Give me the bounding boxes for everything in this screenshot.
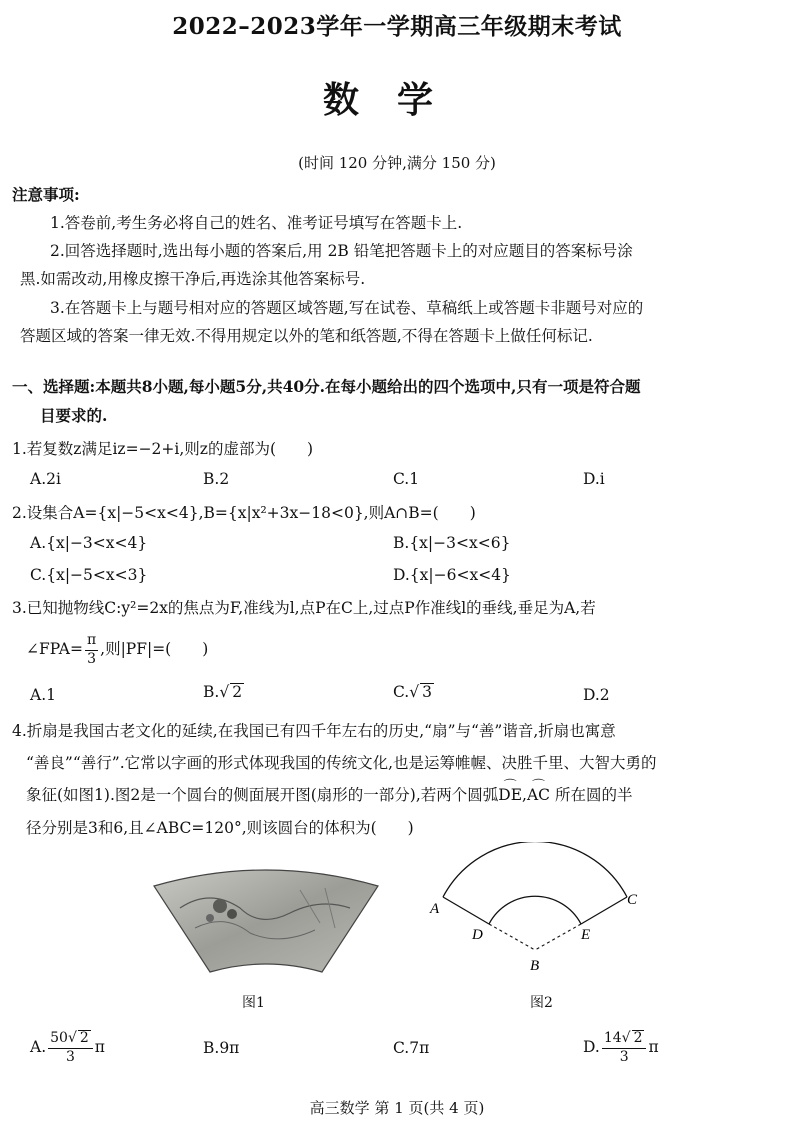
q4-option-a [30,1030,105,1066]
q4-option-a-num: 50 [50,1030,68,1046]
subject-title: 数学 [322,79,471,121]
label-b: B [530,958,540,974]
q3-option-b-prefix: B. [203,683,220,701]
label-c: C [627,892,638,908]
sector-diagram [420,842,650,982]
notice-item-1: 1.答卷前,考生务必将自己的姓名、准考证号填写在答题卡上. [50,214,463,232]
q4-option-a-prefix: A. [30,1038,47,1056]
q4-option-d-den: 3 [619,1048,629,1065]
q4-option-d-prefix: D. [583,1038,600,1056]
label-d: D [472,927,483,943]
figure-2-caption: 图2 [530,995,553,1011]
time-note: (时间 120 分钟,满分 150 分) [298,154,496,172]
label-e: E [581,927,591,943]
label-a: A [430,901,440,917]
figure-1-caption: 图1 [242,995,265,1011]
q4-option-d-num: 14 [603,1030,622,1046]
q4-line-4: 径分别是3和6,且∠ABC=120°,则该圆台的体积为( ) [26,819,414,837]
q4-line-3 [26,783,632,805]
segment-ad [443,897,489,924]
page-footer: 高三数学 第 1 页(共 4 页) [309,1099,485,1117]
segment-db [489,924,535,950]
q1-option-c: C.1 [393,470,420,488]
q1-stem: 1.若复数z满足iz=−2+i,则z的虚部为( ) [12,440,314,458]
q3-option-b: B.√ 2 [203,683,243,701]
q3-stem: 3.已知抛物线C:y²=2x的焦点为F,准线为l,点P在C上,过点P作准线l的垂线,垂足为A,若 [12,599,596,617]
notice-item-3-line-1: 3.在答题卡上与题号相对应的答题区域答题,写在试卷、草稿纸上或答题卡非题号对应的 [50,299,644,317]
q4-option-d-fraction: $\frac{14√ 2}{3}$ [602,1030,647,1066]
q3-angle-prefix: ∠FPA= [26,640,83,658]
q3-option-c-radicand: 3 [422,683,432,701]
q3-frac-den: 3 [87,650,96,667]
q4-line-3-c: 所在圆的半 [550,786,633,804]
q4-option-d-suffix: π [648,1038,659,1056]
q4-option-a-suffix: π [94,1038,105,1056]
arc-de [489,896,581,924]
q3-fraction [85,632,98,668]
q4-option-c: C.7π [393,1039,430,1057]
q2-option-d: D.{x|−6<x<4} [393,566,511,584]
q1-option-b: B.2 [203,470,230,488]
section-1-heading-cont: 目要求的. [40,406,108,425]
segment-ce [581,897,627,924]
q3-option-a: A.1 [30,686,56,704]
q3-angle-suffix: ,则|PF|=( ) [100,640,209,658]
q4-line-3-b: , [522,786,527,804]
q1-option-d: D.i [583,470,605,488]
segment-eb [535,924,581,950]
q4-option-a-radicand: 2 [79,1030,89,1046]
q3-option-c: C.√ 3 [393,683,432,701]
section-1-heading: 一、选择题:本题共8小题,每小题5分,共40分.在每小题给出的四个选项中,只有一项是符合题 [12,377,641,396]
q3-option-c-prefix: C. [393,683,410,701]
q2-option-c: C.{x|−5<x<3} [30,566,148,584]
q4-arc-de: ⌒ DE [498,786,522,804]
q4-option-d [583,1030,659,1066]
q4-option-a-fraction: $\frac{50√ 2}{3}$ [48,1030,93,1066]
q4-option-b: B.9π [203,1039,240,1057]
q4-line-2: “善良”“善行”.它常以字画的形式体现我国的传统文化,也是运筹帷幄、决胜千里、大智大勇的 [26,754,657,772]
q3-frac-num: π [85,632,98,651]
q1-option-a: A.2i [30,470,61,488]
q2-stem: 2.设集合A={x|−5<x<4},B={x|x²+3x−18<0},则A∩B=( ) [12,504,476,522]
notice-item-2-line-2: 黑.如需改动,用橡皮擦干净后,再选涂其他答案标号. [20,270,366,288]
q4-line-3-a: 象征(如图1).图2是一个圆台的侧面展开图(扇形的一部分),若两个圆弧 [26,786,499,804]
q2-option-a: A.{x|−3<x<4} [30,534,148,552]
q4-option-d-radicand: 2 [633,1030,643,1046]
arc-ac [443,842,627,897]
folding-fan-image [150,868,382,980]
q2-option-b: B.{x|−3<x<6} [393,534,511,552]
notice-item-2-line-1: 2.回答选择题时,选出每小题的答案后,用 2B 铅笔把答题卡上的对应题目的答案标号涂 [50,242,633,260]
notice-item-3-line-2: 答题区域的答案一律无效.不得用规定以外的笔和纸答题,不得在答题卡上做任何标记. [20,327,593,345]
q4-line-1: 4.折扇是我国古老文化的延续,在我国已有四千年左右的历史,“扇”与“善”谐音,折扇也寓意 [12,722,616,740]
q3-condition [26,632,208,668]
q3-option-b-radicand: 2 [232,683,243,701]
q4-arc-ac: ⌒ AC [527,786,550,804]
notice-heading: 注意事项: [12,185,80,204]
q3-option-d: D.2 [583,686,610,704]
exam-title: 2022–2023学年一学期高三年级期末考试 [172,13,622,40]
q4-option-a-den: 3 [66,1048,75,1065]
